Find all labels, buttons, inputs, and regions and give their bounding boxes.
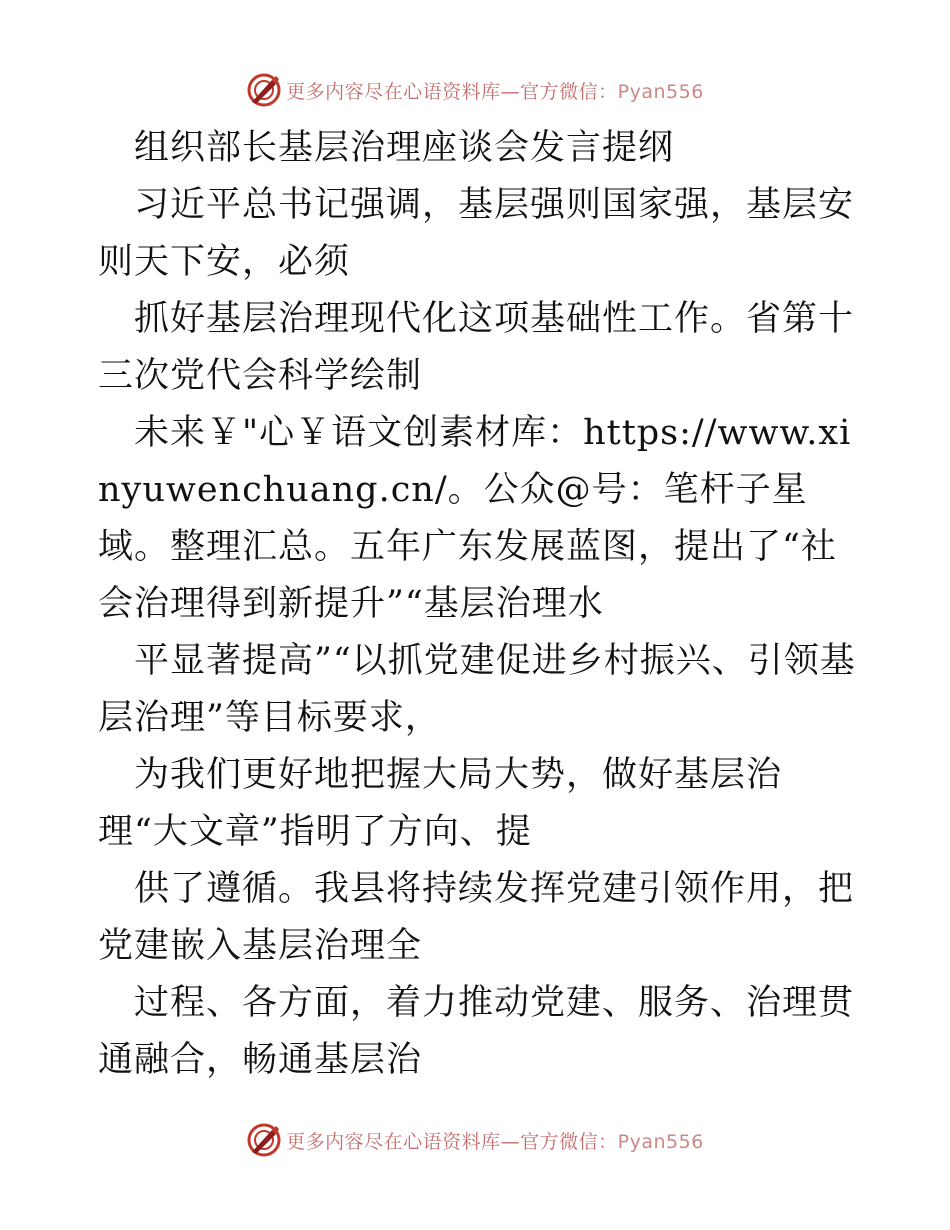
banner-text: 更多内容尽在心语资料库—官方微信：Pyan556: [286, 1130, 704, 1153]
paragraph: 供了遵循。我县将持续发挥党建引领作用，把党建嵌入基层治理全: [98, 869, 855, 966]
header-banner: [0, 70, 950, 110]
wechat-id: Pyan556: [617, 80, 704, 103]
paragraph: 抓好基层治理现代化这项基础性工作。省第十三次党代会科学绘制: [98, 299, 855, 396]
banner-text: 更多内容尽在心语资料库—官方微信：Pyan556: [286, 80, 704, 103]
wechat-id: Pyan556: [617, 1130, 704, 1153]
document-body: [98, 120, 858, 1089]
paragraph: 过程、各方面，着力推动党建、服务、治理贯通融合，畅通基层治: [98, 983, 855, 1080]
paragraph: 平显著提高”“以抓党建促进乡村振兴、引领基层治理”等目标要求，: [98, 641, 856, 738]
paragraph: 未来￥"心￥语文创素材库：https://www.xinyuwenchuang.cn/。公众@号：笔杆子星域。整理汇总。五年广东发展蓝图，提出了“社会治理得到新提升”“基层治理水: [98, 413, 852, 624]
footer-banner: [0, 1120, 950, 1160]
document-title: 组织部长基层治理座谈会发言提纲: [134, 128, 675, 168]
paragraph: 习近平总书记强调，基层强则国家强，基层安则天下安，必须: [98, 185, 855, 282]
logo-icon: [246, 1122, 282, 1158]
paragraph: 为我们更好地把握大局大势，做好基层治理“大文章”指明了方向、提: [98, 755, 783, 852]
logo-icon: [246, 72, 282, 108]
